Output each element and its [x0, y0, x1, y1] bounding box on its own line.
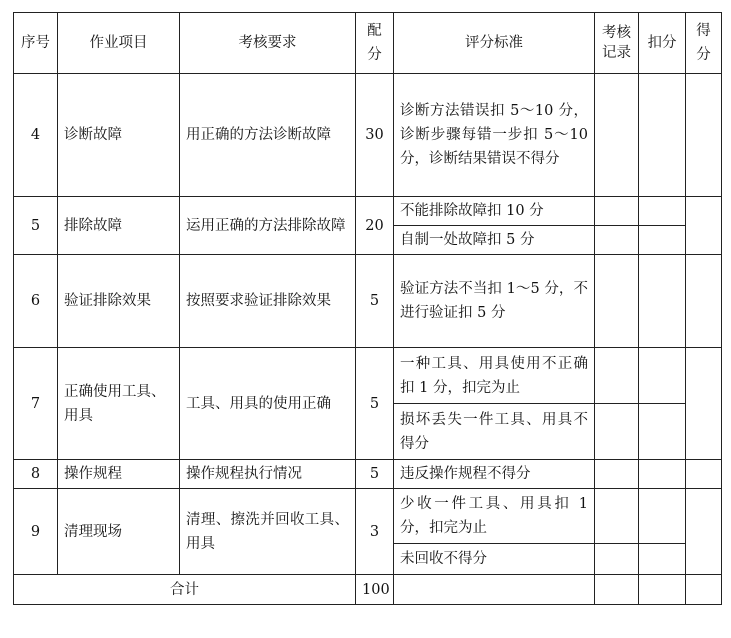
header-record-line2: 记录 — [602, 45, 631, 61]
row-criteria: 自制一处故障扣 5 分 — [394, 226, 595, 255]
row-seq: 4 — [14, 74, 58, 197]
row-record-cell[interactable] — [595, 544, 639, 575]
row-requirement: 用正确的方法诊断故障 — [180, 74, 356, 197]
row-item: 验证排除效果 — [58, 255, 180, 348]
header-earned: 得分 — [686, 13, 722, 74]
row-item: 操作规程 — [58, 460, 180, 489]
row-deduct-cell[interactable] — [639, 544, 686, 575]
table-row — [14, 255, 722, 348]
header-score: 配分 — [356, 13, 394, 74]
header-seq: 序号 — [14, 13, 58, 74]
table-row — [14, 489, 722, 544]
row-criteria: 违反操作规程不得分 — [394, 460, 595, 489]
header-requirement: 考核要求 — [180, 13, 356, 74]
row-deduct-cell[interactable] — [639, 226, 686, 255]
table-row — [14, 197, 722, 226]
row-requirement: 按照要求验证排除效果 — [180, 255, 356, 348]
header-record-line1: 考核 — [602, 25, 631, 41]
row-score: 3 — [356, 489, 394, 575]
row-deduct-cell[interactable] — [639, 255, 686, 348]
row-record-cell[interactable] — [595, 74, 639, 197]
header-record — [595, 13, 639, 74]
row-criteria: 诊断方法错误扣 5～10 分，诊断步骤每错一步扣 5～10 分，诊断结果错误不得分 — [394, 74, 595, 197]
row-deduct-cell[interactable] — [639, 74, 686, 197]
row-item: 排除故障 — [58, 197, 180, 255]
total-deduct-cell[interactable] — [639, 575, 686, 605]
row-score: 5 — [356, 255, 394, 348]
row-record-cell[interactable] — [595, 226, 639, 255]
row-criteria: 损坏丢失一件工具、用具不得分 — [394, 404, 595, 460]
total-record-cell[interactable] — [595, 575, 639, 605]
row-criteria: 不能排除故障扣 10 分 — [394, 197, 595, 226]
row-criteria: 一种工具、用具使用不正确扣 1 分，扣完为止 — [394, 348, 595, 404]
assessment-table — [13, 12, 722, 605]
row-earned-cell[interactable] — [686, 460, 722, 489]
row-deduct-cell[interactable] — [639, 348, 686, 404]
row-seq: 9 — [14, 489, 58, 575]
row-requirement: 工具、用具的使用正确 — [180, 348, 356, 460]
row-item: 清理现场 — [58, 489, 180, 575]
row-score: 5 — [356, 348, 394, 460]
header-item: 作业项目 — [58, 13, 180, 74]
row-score: 30 — [356, 74, 394, 197]
row-deduct-cell[interactable] — [639, 197, 686, 226]
header-row — [14, 13, 722, 74]
total-criteria-cell — [394, 575, 595, 605]
total-row — [14, 575, 722, 605]
row-deduct-cell[interactable] — [639, 404, 686, 460]
row-score: 20 — [356, 197, 394, 255]
row-record-cell[interactable] — [595, 348, 639, 404]
row-deduct-cell[interactable] — [639, 460, 686, 489]
row-requirement: 清理、擦洗并回收工具、用具 — [180, 489, 356, 575]
row-criteria: 未回收不得分 — [394, 544, 595, 575]
table-row — [14, 460, 722, 489]
row-requirement: 操作规程执行情况 — [180, 460, 356, 489]
table-row — [14, 348, 722, 404]
row-earned-cell[interactable] — [686, 74, 722, 197]
row-criteria: 少收一件工具、用具扣 1 分，扣完为止 — [394, 489, 595, 544]
total-earned-cell[interactable] — [686, 575, 722, 605]
row-deduct-cell[interactable] — [639, 489, 686, 544]
row-score: 5 — [356, 460, 394, 489]
row-item: 诊断故障 — [58, 74, 180, 197]
row-item: 正确使用工具、用具 — [58, 348, 180, 460]
header-deduct: 扣分 — [639, 13, 686, 74]
row-seq: 7 — [14, 348, 58, 460]
row-criteria: 验证方法不当扣 1～5 分，不进行验证扣 5 分 — [394, 255, 595, 348]
row-earned-cell[interactable] — [686, 489, 722, 575]
row-seq: 6 — [14, 255, 58, 348]
row-record-cell[interactable] — [595, 197, 639, 226]
row-record-cell[interactable] — [595, 255, 639, 348]
row-record-cell[interactable] — [595, 489, 639, 544]
row-earned-cell[interactable] — [686, 255, 722, 348]
total-label: 合计 — [14, 575, 356, 605]
table-row — [14, 74, 722, 197]
row-requirement: 运用正确的方法排除故障 — [180, 197, 356, 255]
row-earned-cell[interactable] — [686, 197, 722, 255]
row-seq: 8 — [14, 460, 58, 489]
row-record-cell[interactable] — [595, 404, 639, 460]
row-seq: 5 — [14, 197, 58, 255]
total-score: 100 — [356, 575, 394, 605]
header-criteria: 评分标准 — [394, 13, 595, 74]
row-earned-cell[interactable] — [686, 348, 722, 460]
row-record-cell[interactable] — [595, 460, 639, 489]
